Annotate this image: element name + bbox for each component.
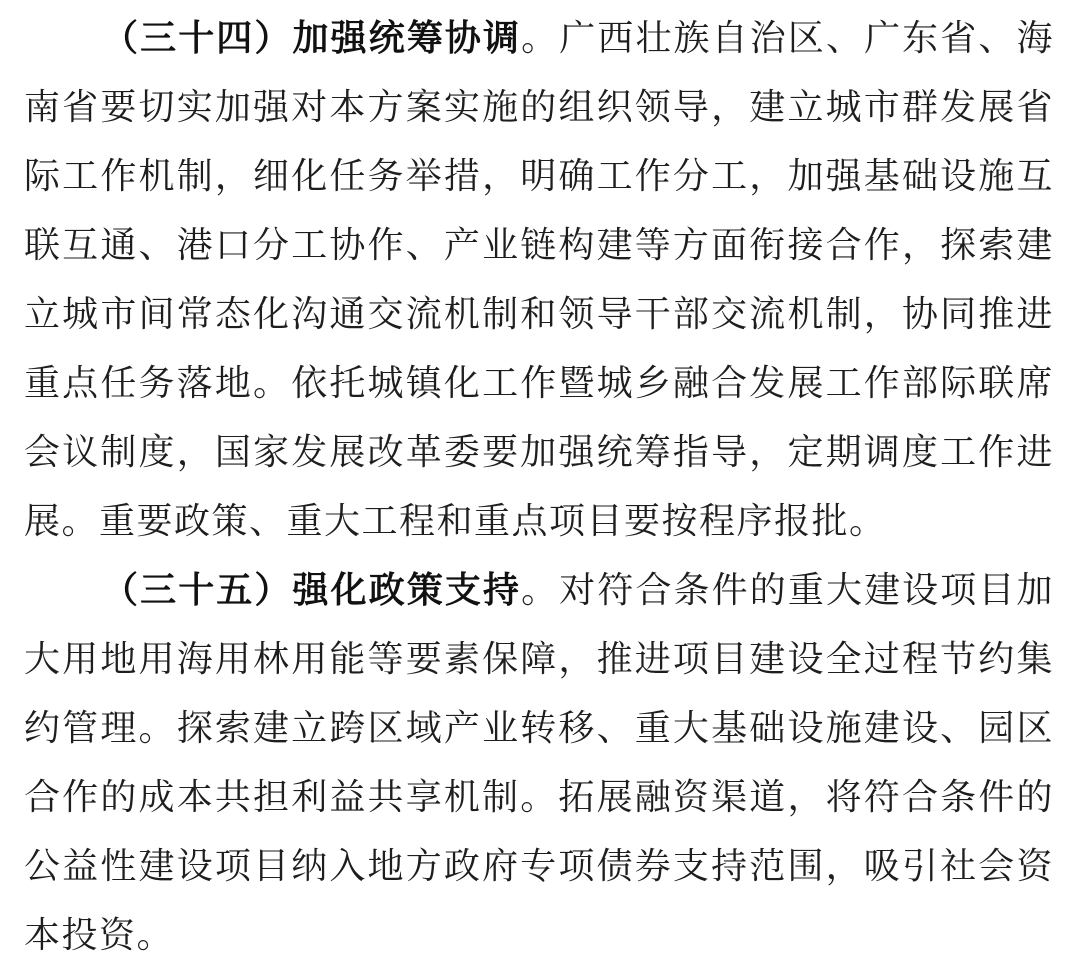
paragraph-34-body: 。广西壮族自治区、广东省、海南省要切实加强对本方案实施的组织领导，建立城市群发展省际工作机制，细化任务举措，明确工作分工，加强基础设施互联互通、港口分工协作、产业链构建等方面衔接合作，探索建立城市间常态化沟通交流机制和领导干部交流机制，协同推进重点任务落地。依托城镇化工作暨城乡融合发展工作部际联席会议制度，国家发展改革委要加强统筹指导，定期调度工作进展。重要政策、重大工程和重点项目要按程序报批。 <box>24 18 1054 542</box>
paragraph-35-heading: （三十五）强化政策支持 <box>102 569 522 611</box>
paragraph-34-heading: （三十四）加强统筹协调 <box>102 17 522 59</box>
paragraph-35 <box>24 556 1054 970</box>
paragraph-35-body: 。对符合条件的重大建设项目加大用地用海用林用能等要素保障，推进项目建设全过程节约集约管理。探索建立跨区域产业转移、重大基础设施建设、园区合作的成本共担利益共享机制。拓展融资渠道，将符合条件的公益性建设项目纳入地方政府专项债券支持范围，吸引社会资本投资。 <box>24 570 1054 956</box>
paragraph-34 <box>24 4 1054 556</box>
